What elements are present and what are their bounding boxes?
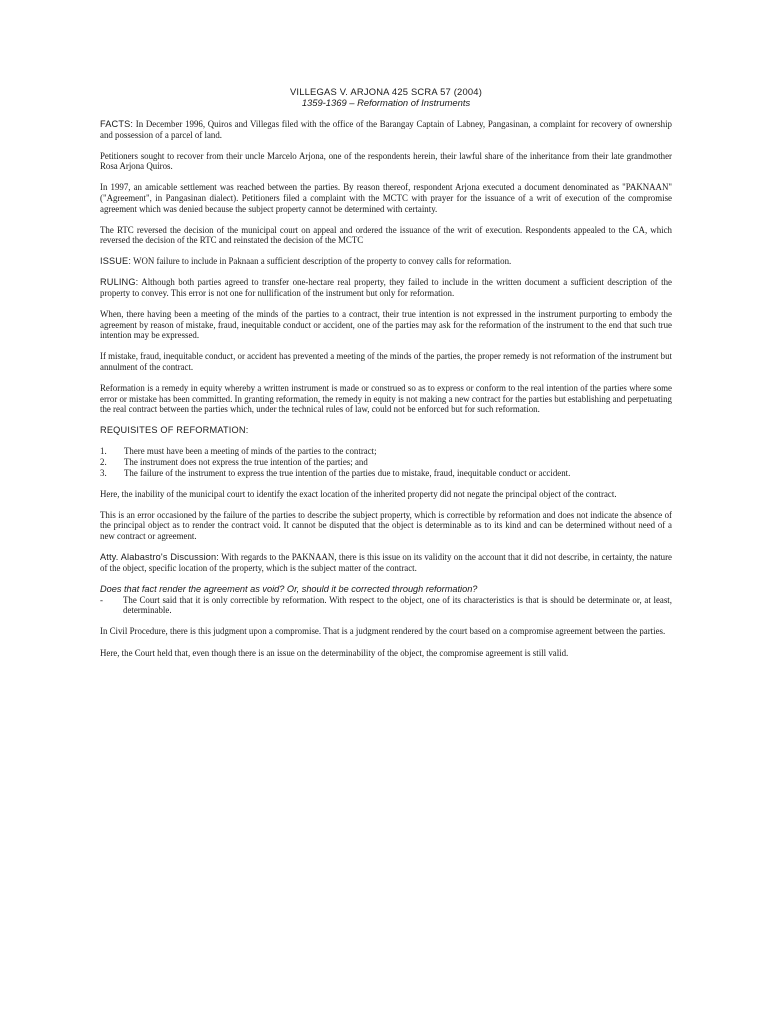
- paragraph: Reformation is a remedy in equity whereby a written instrument is made or construed so as to express or conform to the real intention of the parties where some error or mistake has been committed. In granting reformation, the remedy in equity is not making a new contract for the parties but establishing and perpetuating the real contract between the parties which, under the technical rules of law, could not be enforced but for such reformation.: [100, 383, 672, 415]
- requisites-list: [100, 446, 672, 478]
- ruling-text: Although both parties agreed to transfer one-hectare real property, they failed to include in the written document a sufficient description of the property to convey. This error is not one for nullification of the instrument but only for reformation.: [100, 277, 672, 299]
- paragraph: Here, the inability of the municipal court to identify the exact location of the inherited property did not negate the principal object of the contract.: [100, 488, 617, 499]
- ruling-label: RULING:: [100, 277, 139, 288]
- paragraph: In 1997, an amicable settlement was reached between the parties. By reason thereof, respondent Arjona executed a document denominated as "PAKNAAN" ("Agreement", in Pangasinan dialect). Petitioners filed a complaint with the MCTC with prayer for the issuance of a writ of execution of the compromise agreement which was denied because the subject property cannot be determined with certainty.: [100, 182, 672, 214]
- issue-paragraph: [100, 256, 672, 267]
- discussion-paragraph: [100, 552, 672, 573]
- case-title: VILLEGAS V. ARJONA 425 SCRA 57 (2004): [289, 86, 483, 97]
- paragraph: In Civil Procedure, there is this judgment upon a compromise. That is a judgment rendered by the court based on a compromise agreement between the parties.: [100, 626, 666, 637]
- ruling-paragraph: [100, 277, 672, 298]
- paragraph: The RTC reversed the decision of the municipal court on appeal and ordered the issuance of the writ of execution. Respondents appealed to the CA, which reversed the decision of the RTC and reinstated the decision of the MCTC: [100, 224, 672, 246]
- requisites-heading: REQUISITES OF REFORMATION:: [100, 425, 249, 436]
- list-item-number: 3.: [100, 467, 107, 478]
- paragraph: Petitioners sought to recover from their uncle Marcelo Arjona, one of the respondents herein, their lawful share of the inheritance from their late grandmother Rosa Arjona Quiros.: [100, 150, 672, 172]
- facts-paragraph: [100, 119, 672, 140]
- paragraph: This is an error occasioned by the failure of the parties to describe the subject property, which is correctible by reformation and does not indicate the absence of the principal object as to render the contract void. It cannot be disputed that the object is determinable as to its kind and can be determined without need of a new contract or agreement.: [100, 509, 672, 541]
- list-item: [100, 468, 672, 479]
- case-subtitle: 1359-1369 – Reformation of Instruments: [301, 97, 471, 108]
- list-item-number: 1.: [100, 446, 107, 457]
- discussion-text: With regards to the PAKNAAN, there is this issue on its validity on the account that it did not describe, in certainty, the nature of the object, specific location of the property, which is the subject matter of the contract.: [100, 552, 672, 573]
- answer-dash: -: [100, 594, 103, 605]
- list-item: [100, 446, 672, 457]
- list-item: [100, 457, 672, 468]
- facts-text: In December 1996, Quiros and Villegas filed with the office of the Barangay Captain of Labney, Pangasinan, a complaint for recovery of ownership and possession of a parcel of land.: [100, 119, 672, 140]
- paragraph: If mistake, fraud, inequitable conduct, or accident has prevented a meeting of the minds of the parties, the proper remedy is not reformation of the instrument but annulment of the contract.: [100, 351, 672, 372]
- discussion-question: Does that fact render the agreement as void? Or, should it be corrected through reformation?: [100, 583, 478, 594]
- facts-label: FACTS:: [100, 119, 134, 129]
- discussion-label: Atty. Alabastro's Discussion:: [100, 552, 219, 563]
- list-item-text: There must have been a meeting of minds of the parties to the contract;: [124, 446, 377, 457]
- list-item-number: 2.: [100, 456, 107, 467]
- issue-text: WON failure to include in Paknaan a sufficient description of the property to convey calls for reformation.: [133, 256, 512, 267]
- answer-text: The Court said that it is only correctible by reformation. With respect to the object, one of its characteristics is that is should be determinate or, at least, determinable.: [123, 594, 672, 616]
- issue-label: ISSUE:: [100, 256, 132, 267]
- list-item-text: The failure of the instrument to express the true intention of the parties due to mistake, fraud, inequitable conduct or accident.: [124, 467, 571, 478]
- paragraph: Here, the Court held that, even though there is an issue on the determinability of the object, the compromise agreement is still valid.: [100, 647, 569, 658]
- answer-item: [100, 595, 672, 616]
- paragraph: When, there having been a meeting of the minds of the parties to a contract, their true intention is not expressed in the instrument purporting to embody the agreement by reason of mistake, fraud, inequitable conduct or accident, one of the parties may ask for the reformation of the instrument to the end that such true intention may be expressed.: [100, 309, 672, 341]
- list-item-text: The instrument does not express the true intention of the parties; and: [124, 456, 368, 467]
